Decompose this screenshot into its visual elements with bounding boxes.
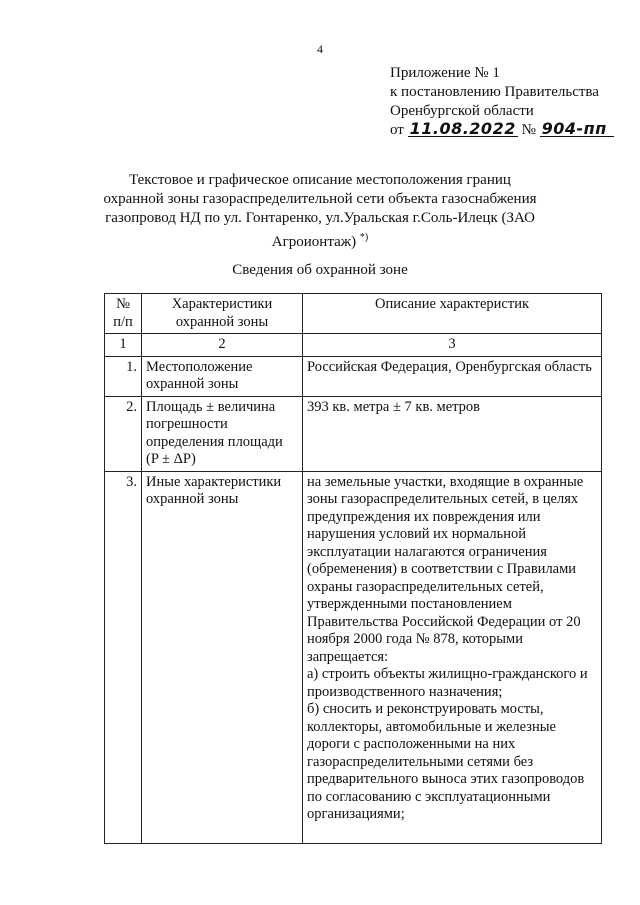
row-number: 1. (105, 356, 142, 396)
footnote-mark: *) (359, 232, 369, 243)
restriction-item: б) сносить и реконструировать мосты, коллекторы, автомобильные и железные дороги с расположенными на них газораспределительными сетями без предварительного выноса этих газопроводов по согласованию с эксплуатационными организациями; (307, 701, 585, 822)
column-number-2: 2 (142, 334, 303, 357)
row-characteristic: Иные характеристики охранной зоны (142, 471, 303, 843)
document-title-text: Текстовое и графическое описание местоположения границ охранной зоны газораспределительной сети объекта газоснабжения газопровод НД по ул. Гонтаренко, ул.Уральская г.Соль-Илецк (ЗАО Агроионтаж) (103, 172, 537, 250)
appendix-date-line (390, 121, 614, 140)
header-description: Описание характеристик (303, 294, 602, 334)
row-number: 3. (105, 471, 142, 843)
column-number-1: 1 (105, 334, 142, 357)
row-number: 2. (105, 396, 142, 471)
table-row (105, 356, 602, 396)
number-prefix: № (521, 122, 536, 138)
appendix-line-1: Приложение № 1 (390, 65, 500, 81)
page-number: 4 (317, 42, 323, 56)
row-description (303, 471, 602, 843)
row-description: Российская Федерация, Оренбургская область (303, 356, 602, 396)
header-number: № п/п (105, 294, 142, 334)
table-row (105, 471, 602, 843)
document-title (100, 171, 540, 252)
column-number-3: 3 (303, 334, 602, 357)
section-title: Сведения об охранной зоне (232, 262, 408, 278)
appendix-block (390, 64, 614, 140)
appendix-line-3: Оренбургской области (390, 103, 534, 119)
restriction-item: а) строить объекты жилищно-гражданского и производственного назначения; (307, 666, 588, 700)
restriction-intro: на земельные участки, входящие в охранные зоны газораспределительных сетей, в целях предупреждения их повреждения или нарушения условий их нормальной эксплуатации налагаются ограничения (обременения) в соответствии с Правилами охраны газораспределительных сетей, утвержденными постановлением Правительства Российской Федерации от 20 ноября 2000 года № 878, которыми запрещается: (307, 473, 584, 665)
row-characteristic: Местоположение охранной зоны (142, 356, 303, 396)
table-row (105, 396, 602, 471)
row-characteristic: Площадь ± величина погрешности определения площади (P ± ΔP) (142, 396, 303, 471)
column-number-row (105, 334, 602, 357)
appendix-line-2: к постановлению Правительства (390, 84, 599, 100)
date-prefix: от (390, 122, 404, 138)
handwritten-date: 11.08.2022 (409, 119, 516, 138)
table-header-row (105, 294, 602, 334)
row-description: 393 кв. метра ± 7 кв. метров (303, 396, 602, 471)
header-characteristic: Характеристики охранной зоны (142, 294, 303, 334)
handwritten-number: 904-пп (540, 121, 614, 137)
protection-zone-table (104, 293, 602, 844)
